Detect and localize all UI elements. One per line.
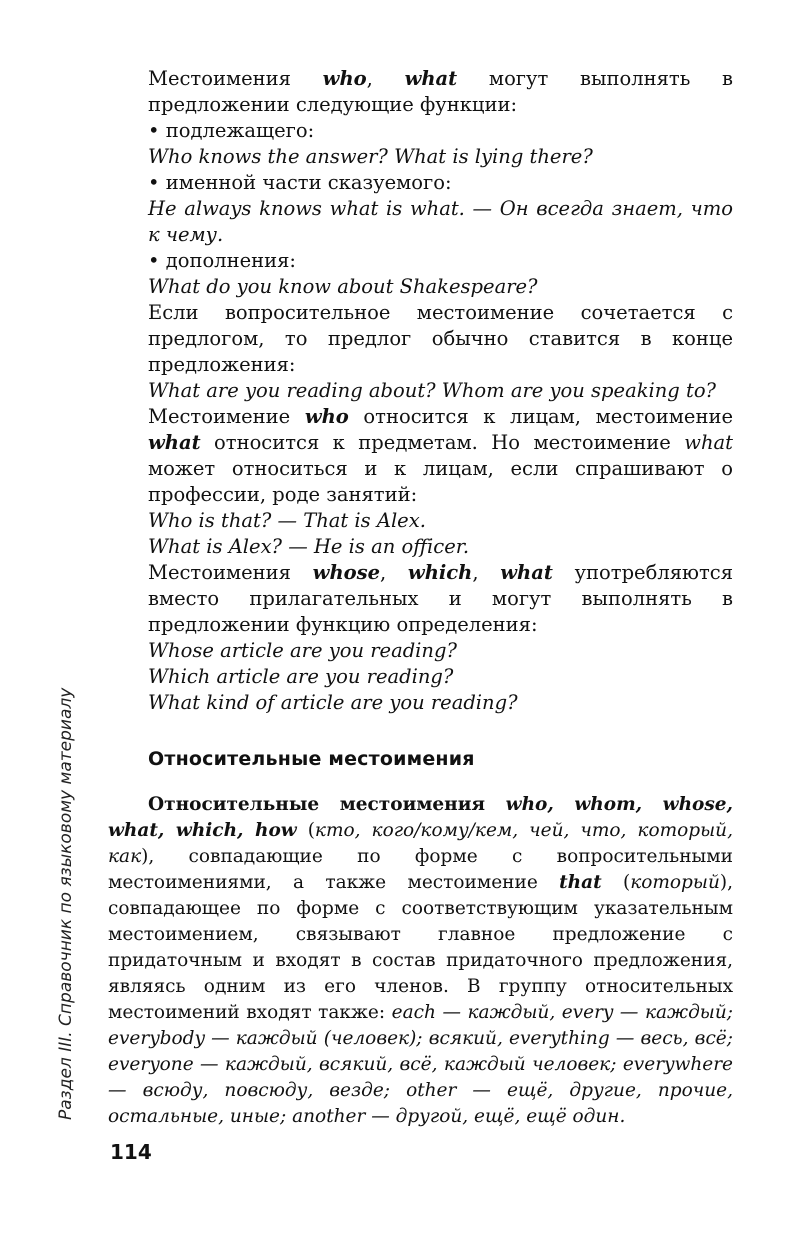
bullet-item: • именной части сказуемого: bbox=[148, 170, 733, 196]
example-sentence: What is Alex? — He is an officer. bbox=[148, 535, 470, 558]
bullet-item: • подлежащего: bbox=[148, 118, 733, 144]
term: Относительные местоимения bbox=[148, 794, 486, 815]
keyword: who bbox=[322, 67, 367, 90]
text-segment: относится к лицам, местоимение bbox=[348, 405, 733, 428]
example-sentence: Who is that? — That is Alex. bbox=[148, 509, 426, 532]
keyword: whose bbox=[312, 561, 381, 584]
keyword: what bbox=[148, 431, 201, 454]
section-sidebar-label: Раздел III. Справочник по языковому материалу bbox=[56, 687, 76, 1120]
text-segment: относится к предметам. Но местоимение bbox=[200, 431, 685, 454]
text-segment: ( bbox=[296, 820, 315, 841]
example-sentence: Whose article are you reading? bbox=[148, 639, 457, 662]
text-segment: ( bbox=[601, 872, 631, 893]
text-segment: Местоимения bbox=[148, 561, 313, 584]
paragraph-who-what-reference bbox=[148, 404, 733, 508]
paragraph-prepositions: Если вопросительное местоимение сочетается с предлогом, то предлог обычно ставится в конце предложения: bbox=[148, 301, 733, 376]
section-heading: Относительные местоимения bbox=[148, 748, 475, 770]
keyword: what bbox=[404, 67, 458, 90]
keyword: who bbox=[304, 405, 349, 428]
keyword: what bbox=[500, 561, 553, 584]
pronoun-list: each — каждый, every — каждый; everybody — каждый (человек); всякий, everything — весь, всё; everyone — каждый, всякий, всё, каждый человек; everywhere — всюду, повсюду, везде; other — ещё, другие, прочие, остальные, иные; another — другой, ещё, ещё один. bbox=[108, 1002, 734, 1127]
example-sentence: What do you know about Shakespeare? bbox=[148, 275, 538, 298]
text-segment: Местоимение bbox=[148, 405, 305, 428]
keyword: which bbox=[407, 561, 473, 584]
text-segment: Местоимения bbox=[148, 67, 323, 90]
keyword: who, whom, whose, what, which, how bbox=[108, 794, 733, 841]
text-segment: совпадающие по форме с вопросительными местоимениями, а также местоимение bbox=[108, 846, 733, 893]
text-segment: , bbox=[472, 561, 501, 584]
text-segment: , bbox=[380, 561, 408, 584]
text-segment: употребляются вместо прилагательных и могут выполнять в предложении функцию определения: bbox=[148, 561, 734, 636]
paragraph-relative-pronouns bbox=[108, 792, 733, 1130]
text-segment: ), bbox=[141, 846, 155, 867]
bullet-item: • дополнения: bbox=[148, 248, 733, 274]
main-text bbox=[108, 66, 734, 1130]
example-sentence: Which article are you reading? bbox=[148, 665, 454, 688]
text-segment: может относиться и к лицам, если спрашивают о профессии, роде занятий: bbox=[148, 457, 733, 506]
example-sentence: What are you reading about? Whom are you speaking to? bbox=[148, 379, 717, 402]
text-segment: ), bbox=[719, 872, 733, 893]
keyword: what bbox=[684, 431, 733, 454]
paragraph-who-what-functions bbox=[148, 66, 733, 118]
page-number: 114 bbox=[110, 1140, 152, 1164]
translation: который bbox=[630, 872, 720, 893]
text-segment: могут выполнять в предложении следующие функции: bbox=[148, 67, 734, 116]
translation: кто, кого/кому/кем, чей, что, который, как bbox=[108, 820, 733, 867]
paragraph-whose-which-what bbox=[148, 560, 733, 638]
text-segment: , bbox=[366, 67, 405, 90]
example-sentence: What kind of article are you reading? bbox=[148, 691, 518, 714]
example-sentence: Who knows the answer? What is lying there? bbox=[148, 145, 593, 168]
example-sentence: He always knows what is what. — Он всегда знает, что к чему. bbox=[148, 197, 733, 246]
text-segment: совпадающее по форме с соответствующим указательным местоимением, связывают главное предложение с придаточным и входят в состав придаточного предложения, являясь одним из его членов. В группу относительных местоимений входят также: bbox=[108, 898, 733, 1023]
keyword: that bbox=[559, 872, 602, 893]
